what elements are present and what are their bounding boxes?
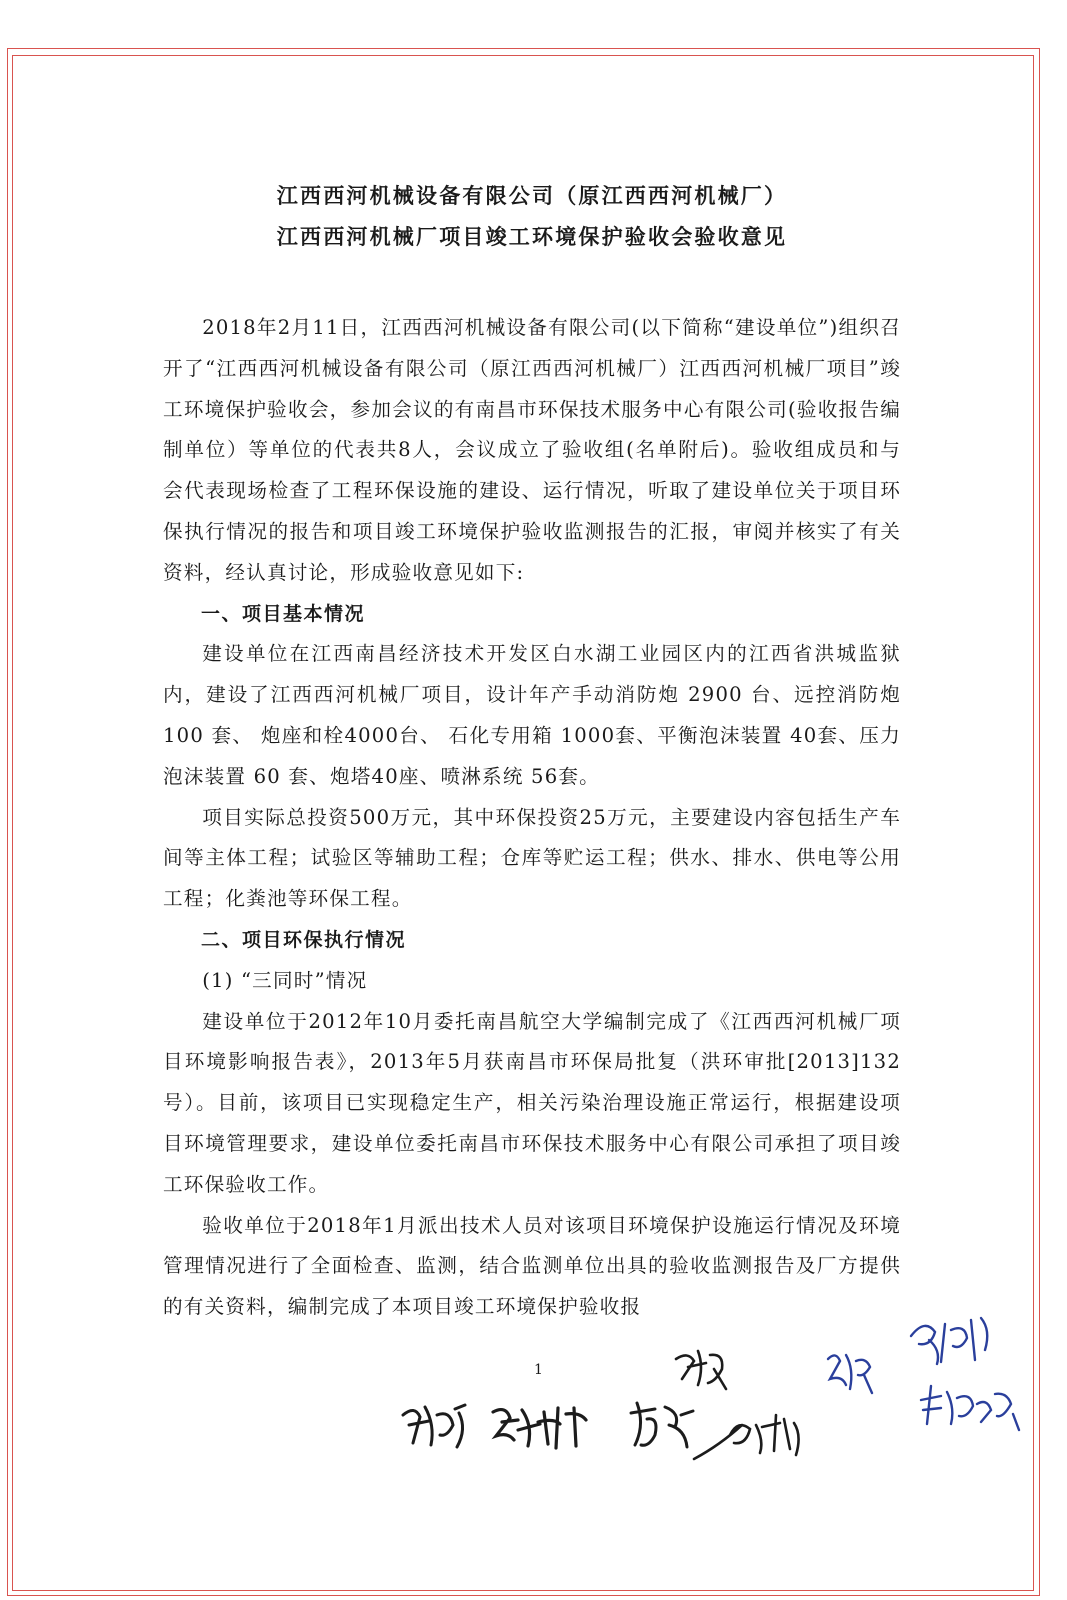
signature-7 [905, 1310, 1000, 1375]
document-body [163, 308, 901, 1328]
signature-8 [915, 1378, 1025, 1438]
paragraph-eia-approval: 建设单位于2012年10月委托南昌航空大学编制完成了《江西西河机械厂项目环境影响报告表》，2013年5月获南昌市环保局批复（洪环审批[2013]132号）。目前，该项目已实现稳定生产，相关污染治理设施正常运行，根据建设项目环境管理要求，建设单位委托南昌市环保技术服务中心有限公司承担了项目竣工环保验收工作。 [163, 1009, 901, 1196]
subheading-three-simultaneous: (1) “三同时”情况 [202, 968, 368, 992]
section-heading-env-execution: 二、项目环保执行情况 [201, 928, 407, 951]
signature-6 [820, 1345, 880, 1400]
signature-1 [395, 1395, 475, 1455]
signature-5 [690, 1405, 820, 1465]
document-title-line-1: 江西西河机械设备有限公司（原江西西河机械厂） [276, 184, 788, 208]
paragraph-acceptance-monitoring: 验收单位于2018年1月派出技术人员对该项目环境保护设施运行情况及环境管理情况进行了全面检查、监测，结合监测单位出具的验收监测报告及厂方提供的有关资料，编制完成了本项目竣工环境保护验收报 [163, 1213, 901, 1319]
document-title-line-2: 江西西河机械厂项目竣工环境保护验收会验收意见 [276, 225, 788, 249]
section-heading-basic-info: 一、项目基本情况 [201, 602, 366, 625]
document-page [163, 176, 901, 1328]
signature-2 [488, 1400, 593, 1455]
signature-4 [668, 1345, 733, 1405]
paragraph-intro: 2018年2月11日，江西西河机械设备有限公司(以下简称“建设单位”)组织召开了“江西西河机械设备有限公司（原江西西河机械厂）江西西河机械厂项目”竣工环境保护验收会，参加会议的有南昌市环保技术服务中心有限公司(验收报告编制单位）等单位的代表共8人，会议成立了验收组(名单附后)。验收组成员和与会代表现场检查了工程环保设施的建设、运行情况，听取了建设单位关于项目环保执行情况的报告和项目竣工环境保护验收监测报告的汇报，审阅并核实了有关资料，经认真讨论，形成验收意见如下: [163, 316, 901, 584]
paragraph-investment: 项目实际总投资500万元，其中环保投资25万元，主要建设内容包括生产车间等主体工程；试验区等辅助工程；仓库等贮运工程；供水、排水、供电等公用工程；化粪池等环保工程。 [163, 805, 901, 911]
paragraph-construction: 建设单位在江西南昌经济技术开发区白水湖工业园区内的江西省洪城监狱内，建设了江西西河机械厂项目，设计年产手动消防炮 2900 台、远控消防炮 100 套、 炮座和栓4000台、 石化专用箱 1000套、平衡泡沫装置 40套、压力泡沫装置 60 套、炮塔40座、喷淋系统 56套。 [163, 642, 901, 788]
page-number: 1 [534, 1362, 543, 1378]
